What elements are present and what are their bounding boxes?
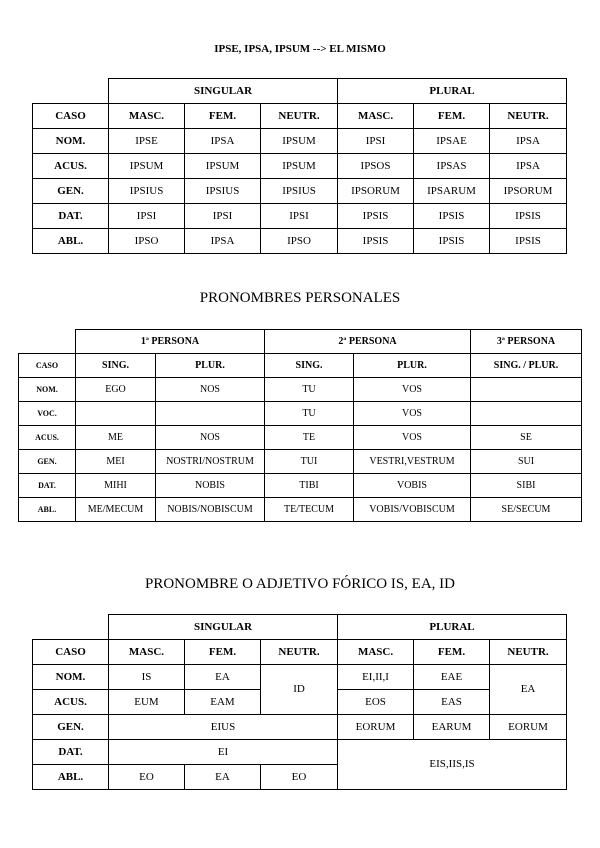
header-plural: PLURAL	[338, 615, 567, 640]
table-cell: NOS	[156, 426, 265, 450]
table-cell: SIBI	[471, 474, 582, 498]
table-cell: EAM	[185, 690, 261, 715]
header-persona-3: 3ª PERSONA	[471, 330, 582, 354]
table-header-row	[33, 104, 567, 129]
table-cell: IPSIUS	[261, 179, 338, 204]
table-cell: TIBI	[265, 474, 354, 498]
case-label: ABL.	[33, 229, 109, 254]
empty-corner-cell	[33, 79, 109, 104]
header-caso: CASO	[33, 104, 109, 129]
table-cell: IPSUM	[109, 154, 185, 179]
header-neutr: NEUTR.	[490, 104, 567, 129]
header-plur: PLUR.	[156, 354, 265, 378]
table-cell: EA	[185, 765, 261, 790]
forico-table-title: PRONOMBRE O ADJETIVO FÓRICO IS, EA, ID	[144, 576, 456, 592]
table-row	[19, 378, 582, 402]
table-cell: TU	[265, 378, 354, 402]
table-cell: EAE	[414, 665, 490, 690]
table-cell: MEI	[76, 450, 156, 474]
table-cell	[76, 402, 156, 426]
header-persona-2: 2ª PERSONA	[265, 330, 471, 354]
table-row	[33, 229, 567, 254]
table-cell-merged: EI	[109, 740, 338, 765]
table-row	[33, 129, 567, 154]
header-singular: SINGULAR	[109, 79, 338, 104]
table-row	[19, 498, 582, 522]
table-cell	[156, 402, 265, 426]
table-cell: IPSIS	[414, 229, 490, 254]
table-row	[19, 450, 582, 474]
table-cell: EO	[109, 765, 185, 790]
table-cell-merged: EIUS	[109, 715, 338, 740]
case-label: ABL.	[19, 498, 76, 522]
table-cell: IPSI	[338, 129, 414, 154]
table-cell: IPSAS	[414, 154, 490, 179]
table-cell: IPSARUM	[414, 179, 490, 204]
table-row	[19, 402, 582, 426]
table-cell: TE/TECUM	[265, 498, 354, 522]
header-persona-1: 1ª PERSONA	[76, 330, 265, 354]
table-cell: SE	[471, 426, 582, 450]
table-cell: ME/MECUM	[76, 498, 156, 522]
table-cell: EI,II,I	[338, 665, 414, 690]
header-masc: MASC.	[338, 640, 414, 665]
table-cell: VESTRI,VESTRUM	[354, 450, 471, 474]
personales-table-title: PRONOMBRES PERSONALES	[199, 290, 401, 306]
header-masc: MASC.	[338, 104, 414, 129]
table-row	[19, 474, 582, 498]
table-cell	[471, 402, 582, 426]
ipse-table-title: IPSE, IPSA, IPSUM --> EL MISMO	[214, 43, 386, 55]
header-fem: FEM.	[414, 104, 490, 129]
table-cell: IPSA	[185, 229, 261, 254]
table-cell: IPSIS	[490, 229, 567, 254]
personal-pronouns-table	[18, 329, 582, 522]
empty-corner-cell	[33, 615, 109, 640]
table-cell: IS	[109, 665, 185, 690]
table-cell: VOS	[354, 426, 471, 450]
case-label: ACUS.	[19, 426, 76, 450]
header-sing: SING.	[265, 354, 354, 378]
case-label: GEN.	[19, 450, 76, 474]
table-header-row	[33, 79, 567, 104]
case-label: ACUS.	[33, 154, 109, 179]
table-cell: IPSO	[261, 229, 338, 254]
table-row	[33, 665, 567, 690]
table-cell: MIHI	[76, 474, 156, 498]
table-cell: TE	[265, 426, 354, 450]
table-row	[33, 154, 567, 179]
table-cell: IPSOS	[338, 154, 414, 179]
table-row	[33, 715, 567, 740]
header-caso: CASO	[33, 640, 109, 665]
table-cell: TUI	[265, 450, 354, 474]
table-cell: VOBIS	[354, 474, 471, 498]
case-label: DAT.	[33, 740, 109, 765]
table-cell: EORUM	[490, 715, 567, 740]
case-label: VOC.	[19, 402, 76, 426]
table-cell: TU	[265, 402, 354, 426]
header-fem: FEM.	[414, 640, 490, 665]
table-cell: NOSTRI/NOSTRUM	[156, 450, 265, 474]
case-label: ACUS.	[33, 690, 109, 715]
header-neutr: NEUTR.	[261, 104, 338, 129]
table-cell: EUM	[109, 690, 185, 715]
table-cell: IPSIS	[414, 204, 490, 229]
table-cell: IPSIS	[338, 229, 414, 254]
header-sing-plur: SING. / PLUR.	[471, 354, 582, 378]
table-cell: IPSUM	[261, 154, 338, 179]
table-row	[33, 179, 567, 204]
table-cell: VOS	[354, 402, 471, 426]
table-cell: SUI	[471, 450, 582, 474]
case-label: GEN.	[33, 715, 109, 740]
header-singular: SINGULAR	[109, 615, 338, 640]
case-label: NOM.	[19, 378, 76, 402]
table-cell	[471, 378, 582, 402]
table-row	[33, 204, 567, 229]
table-cell: IPSIS	[338, 204, 414, 229]
table-cell: EAS	[414, 690, 490, 715]
header-fem: FEM.	[185, 640, 261, 665]
table-cell-merged: ID	[261, 665, 338, 715]
table-header-row	[33, 615, 567, 640]
table-row	[33, 740, 567, 765]
ipse-declension-table	[32, 78, 567, 254]
table-cell: IPSE	[109, 129, 185, 154]
table-cell: EO	[261, 765, 338, 790]
table-cell: ME	[76, 426, 156, 450]
header-fem: FEM.	[185, 104, 261, 129]
case-label: NOM.	[33, 129, 109, 154]
case-label: DAT.	[33, 204, 109, 229]
table-cell: EORUM	[338, 715, 414, 740]
case-label: ABL.	[33, 765, 109, 790]
header-neutr: NEUTR.	[490, 640, 567, 665]
table-cell: IPSORUM	[338, 179, 414, 204]
table-cell-merged: EA	[490, 665, 567, 715]
table-cell: EA	[185, 665, 261, 690]
header-plural: PLURAL	[338, 79, 567, 104]
table-cell: NOS	[156, 378, 265, 402]
table-cell: IPSAE	[414, 129, 490, 154]
table-row	[19, 426, 582, 450]
table-cell: NOBIS	[156, 474, 265, 498]
table-cell: IPSORUM	[490, 179, 567, 204]
header-caso: CASO	[19, 354, 76, 378]
table-cell: IPSO	[109, 229, 185, 254]
table-cell: IPSA	[185, 129, 261, 154]
table-cell-merged: EIS,IIS,IS	[338, 740, 567, 790]
empty-corner-cell	[19, 330, 76, 354]
is-ea-id-declension-table	[32, 614, 567, 790]
table-cell: IPSUM	[185, 154, 261, 179]
table-cell: NOBIS/NOBISCUM	[156, 498, 265, 522]
header-masc: MASC.	[109, 640, 185, 665]
header-sing: SING.	[76, 354, 156, 378]
table-cell: VOS	[354, 378, 471, 402]
table-header-row	[19, 330, 582, 354]
table-cell: IPSUM	[261, 129, 338, 154]
table-cell: IPSA	[490, 154, 567, 179]
table-cell: IPSI	[109, 204, 185, 229]
table-cell: VOBIS/VOBISCUM	[354, 498, 471, 522]
table-cell: IPSA	[490, 129, 567, 154]
table-cell: IPSIUS	[185, 179, 261, 204]
table-cell: SE/SECUM	[471, 498, 582, 522]
table-header-row	[33, 640, 567, 665]
table-cell: IPSIS	[490, 204, 567, 229]
header-neutr: NEUTR.	[261, 640, 338, 665]
header-masc: MASC.	[109, 104, 185, 129]
table-cell: IPSI	[185, 204, 261, 229]
table-cell: IPSI	[261, 204, 338, 229]
table-header-row	[19, 354, 582, 378]
table-cell: EOS	[338, 690, 414, 715]
table-cell: IPSIUS	[109, 179, 185, 204]
table-cell: EARUM	[414, 715, 490, 740]
case-label: DAT.	[19, 474, 76, 498]
header-plur: PLUR.	[354, 354, 471, 378]
case-label: GEN.	[33, 179, 109, 204]
table-cell: EGO	[76, 378, 156, 402]
case-label: NOM.	[33, 665, 109, 690]
